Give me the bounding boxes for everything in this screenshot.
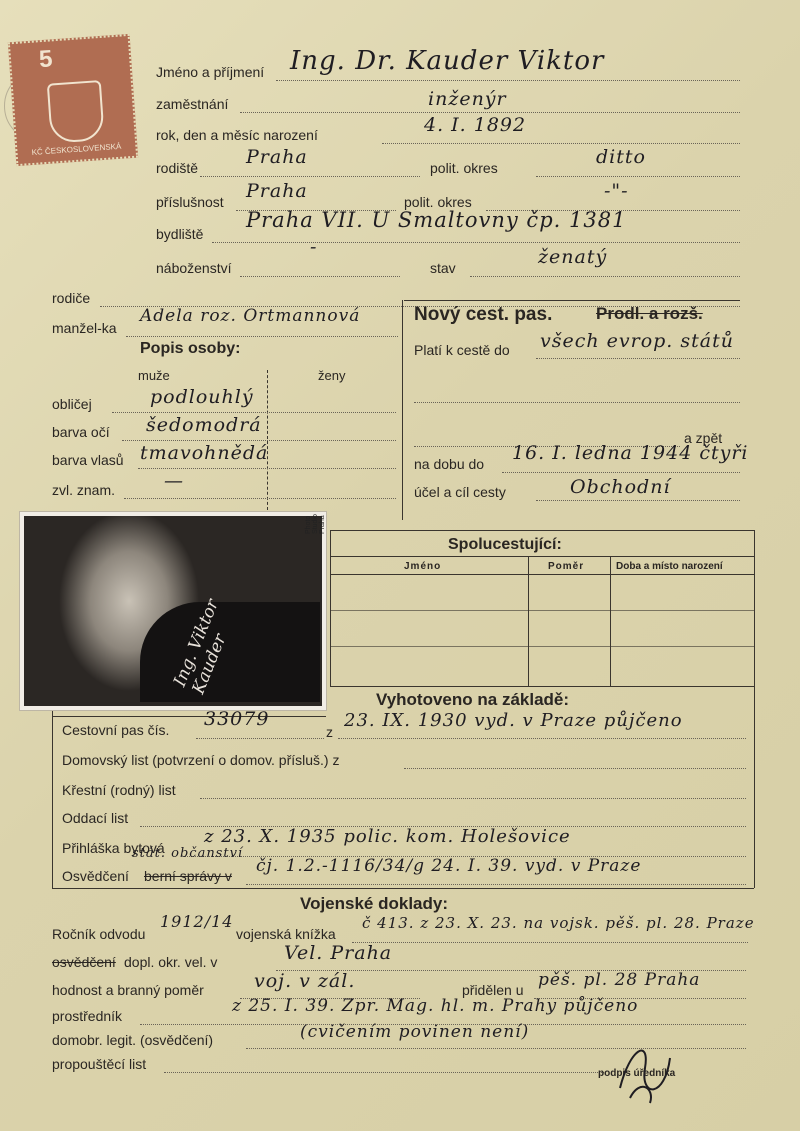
religion-label: náboženství (156, 260, 232, 276)
dotline (124, 498, 396, 499)
military-title: Vojenské doklady: (300, 894, 449, 913)
polit-okres-label: polit. okres (430, 160, 498, 176)
box-border (330, 686, 754, 687)
valid-value: všech evrop. států (540, 330, 734, 352)
dotline (502, 472, 740, 473)
photo-studio-text: Photo Studio Praha (305, 514, 326, 534)
divider (402, 300, 403, 520)
district-label: dopl. okr. vel. v (124, 954, 218, 970)
birthplace-label: rodiště (156, 160, 199, 176)
marks-label: zvl. znam. (52, 482, 116, 498)
purpose-value: Obchodní (570, 476, 671, 498)
passport-no-label: Cestovní pas čís. (62, 722, 170, 738)
divider (404, 300, 740, 301)
hair-value: tmavohnědá (140, 442, 269, 464)
face-value: podlouhlý (150, 386, 254, 408)
basis-title: Vyhotoveno na základě: (376, 690, 570, 709)
column-header-birth: Doba a místo narození (616, 561, 723, 572)
marriage-label: Oddací list (62, 810, 129, 826)
birth-label: rok, den a měsíc narození (156, 127, 318, 143)
dotline (352, 942, 748, 943)
discharge-label: propouštěcí list (52, 1056, 147, 1072)
assigned-value: pěš. pl. 28 Praha (538, 970, 701, 990)
dotline (276, 80, 740, 81)
book-value: č 413. z 23. X. 23. na vojsk. pěš. pl. 28. Praze (362, 914, 755, 932)
duration-value: 16. I. ledna 1944 čtyři (512, 442, 749, 464)
dotline (240, 276, 400, 277)
dotline (112, 412, 396, 413)
description-title: Popis osoby: (140, 340, 241, 357)
mediator-value: z 25. I. 39. Zpr. Mag. hl. m. Prahy půjčeno (232, 996, 639, 1016)
status-value: ženatý (538, 246, 608, 268)
passport-detail-value: 23. IX. 1930 vyd. v Praze půjčeno (344, 710, 683, 731)
polit-okres2-value: -"- (604, 180, 629, 202)
parents-label: rodiče (52, 290, 91, 306)
cert-insert-text: stát. občanství (132, 846, 244, 861)
hair-label: barva vlasů (52, 452, 124, 468)
female-label: ženy (318, 368, 346, 383)
polit-okres2-label: polit. okres (404, 194, 472, 210)
birth-value: 4. I. 1892 (424, 114, 527, 136)
legit-label: domobr. legit. (osvědčení) (52, 1032, 214, 1048)
dotline (212, 242, 740, 243)
portrait-photo (20, 512, 326, 710)
dotline (240, 112, 740, 113)
cert-strike-text: berní správy v (144, 868, 232, 884)
cert-strike-label: osvědčení (52, 954, 116, 970)
housing-label: Přihláška bytová (62, 840, 165, 856)
duration-label: na dobu do (414, 456, 485, 472)
homeland-label: Domovský list (potvrzení o domov. přísluš.) z (62, 752, 340, 768)
table-row (330, 646, 754, 647)
dotline (404, 768, 746, 769)
religion-value: - (310, 236, 318, 258)
status-label: stav (430, 260, 456, 276)
valid-label: Platí k cestě do (414, 342, 510, 358)
dotline (470, 276, 740, 277)
polit-okres-value: ditto (596, 146, 646, 168)
cert-label: Osvědčení (62, 868, 129, 884)
name-value: Ing. Dr. Kauder Viktor (290, 46, 605, 76)
dotline (536, 500, 740, 501)
book-label: vojenská knížka (236, 926, 336, 942)
dotline (414, 402, 740, 403)
occupation-value: inženýr (428, 88, 507, 110)
box-border (754, 530, 755, 888)
renewal-label: Prodl. a rozš. (596, 304, 703, 323)
rank-value: voj. v zál. (254, 970, 356, 992)
return-label: a zpět (684, 430, 723, 446)
box-border (52, 888, 754, 889)
residence-value: Praha VII. U Smaltovny čp. 1381 (246, 208, 627, 232)
occupation-label: zaměstnání (156, 96, 229, 112)
table-rule (330, 556, 754, 557)
dotline (126, 336, 398, 337)
citizenship-value: Praha (246, 180, 308, 202)
mediator-label: prostředník (52, 1008, 123, 1024)
stamp-seal-icon (47, 80, 105, 144)
table-row (330, 610, 754, 611)
passport-title: Nový cest. pas. (414, 304, 553, 325)
spouse-value: Adela roz. Ortmannová (140, 306, 361, 326)
eyes-label: barva očí (52, 424, 110, 440)
name-label: Jméno a příjmení (156, 64, 265, 80)
spouse-label: manžel-ka (52, 320, 117, 336)
face-label: obličej (52, 396, 92, 412)
revenue-stamp (8, 34, 138, 166)
official-signature-icon (610, 1028, 680, 1108)
dotline (138, 468, 396, 469)
official-signature-label: podpis úředníka (598, 1068, 676, 1079)
passport-z-label: z (326, 724, 333, 740)
assigned-label: přidělen u (462, 982, 524, 998)
column-header-name: Jméno (404, 561, 442, 572)
dotline (200, 798, 746, 799)
dotline (536, 358, 740, 359)
legit-value: (cvičením povinen není) (300, 1022, 530, 1042)
stamp-value: 5 (38, 45, 54, 74)
marks-value: — (164, 470, 184, 492)
housing-value: z 23. X. 1935 polic. kom. Holešovice (204, 826, 571, 847)
year-label: Ročník odvodu (52, 926, 146, 942)
dotline (164, 1072, 604, 1073)
eyes-value: šedomodrá (146, 414, 262, 436)
district-value: Vel. Praha (284, 942, 393, 964)
table-rule (610, 556, 611, 686)
box-border (52, 716, 326, 717)
photo-signature: Ing. Viktor Kauder (170, 596, 231, 697)
birthplace-value: Praha (246, 146, 308, 168)
purpose-label: účel a cíl cesty (414, 484, 506, 500)
year-value: 1912/14 (160, 912, 234, 931)
dotline (382, 143, 740, 144)
dotline (536, 176, 740, 177)
box-border (330, 530, 754, 531)
baptism-label: Křestní (rodný) list (62, 782, 176, 798)
residence-label: bydliště (156, 226, 204, 242)
dotline (246, 884, 746, 885)
table-rule (528, 556, 529, 686)
column-header-relation: Poměr (548, 561, 585, 572)
rank-label: hodnost a branný poměr (52, 982, 204, 998)
stamp-text: KČ ČESKOSLOVENSKÁ (31, 141, 122, 158)
dotline (196, 738, 324, 739)
dotline (122, 440, 396, 441)
table-rule (330, 574, 754, 575)
passport-no-value: 33079 (204, 708, 270, 730)
citizenship-label: příslušnost (156, 194, 224, 210)
male-label: muže (138, 368, 170, 383)
box-border (330, 530, 331, 686)
dotline (338, 738, 746, 739)
dotline (200, 176, 420, 177)
companions-title: Spolucestující: (448, 536, 562, 553)
cert-value: čj. 1.2.-1116/34/g 24. I. 39. vyd. v Praze (256, 856, 642, 876)
